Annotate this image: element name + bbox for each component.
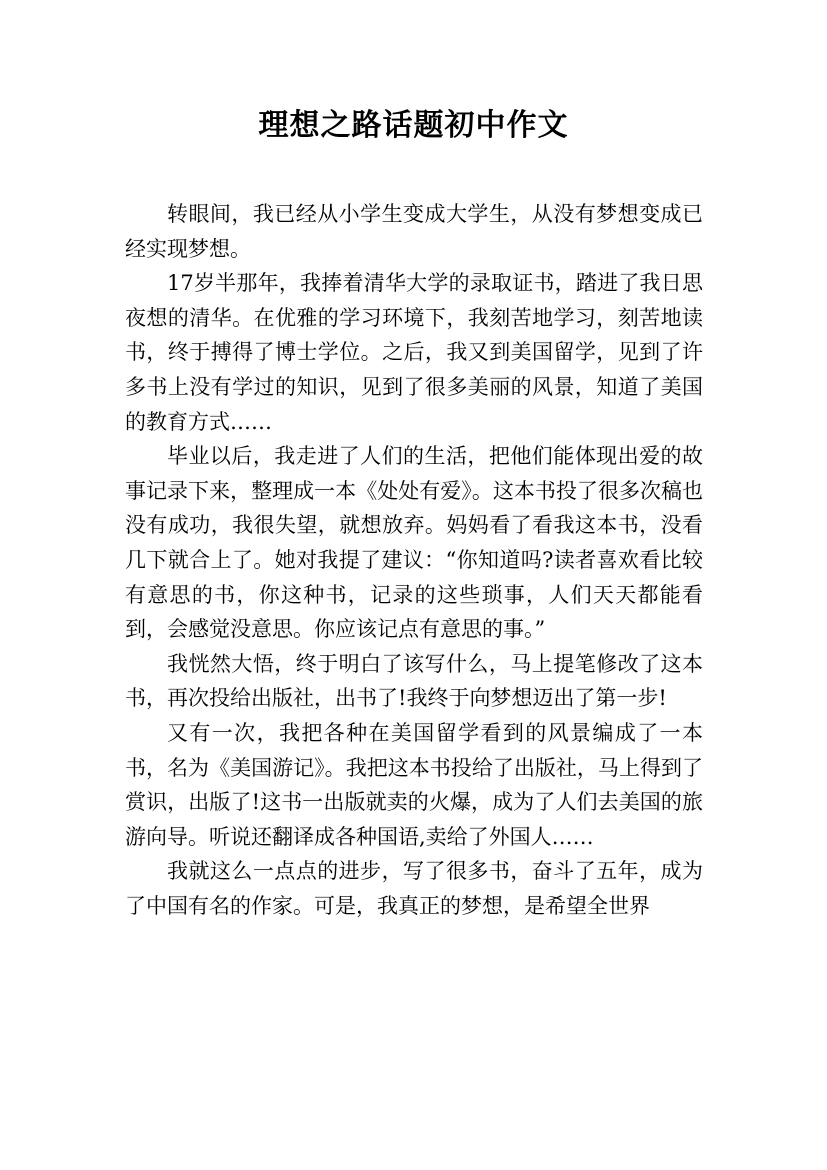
paragraph-1: 转眼间，我已经从小学生变成大学生，从没有梦想变成已经实现梦想。 — [125, 202, 703, 261]
paragraph-3: 毕业以后，我走进了人们的生活，把他们能体现出爱的故事记录下来，整理成一本《处处有爱》。这本书投了很多次稿也没有成功，我很失望，就想放弃。妈妈看了看我这本书，没看几下就合上了。她对我提了建议：“你知道吗?读者喜欢看比较有意思的书，你这种书，记录的这些琐事，人们天天都能看到，会感觉没意思。你应该记点有意思的事。” — [125, 444, 703, 642]
paragraph-4: 我恍然大悟，终于明白了该写什么，马上提笔修改了这本书，再次投给出版社，出书了!我终于向梦想迈出了第一步! — [125, 651, 703, 711]
paragraph-5: 又有一次，我把各种在美国留学看到的风景编成了一本书，名为《美国游记》。我把这本书投给了出版社，马上得到了赏识，出版了!这书一出版就卖的火爆，成为了人们去美国的旅游向导。听说还翻译成各种国语,卖给了外国人…… — [125, 720, 703, 849]
document-body — [125, 197, 703, 923]
paragraph-2: 17岁半那年，我捧着清华大学的录取证书，踏进了我日思夜想的清华。在优雅的学习环境下，我刻苦地学习，刻苦地读书，终于搏得了博士学位。之后，我又到美国留学，见到了许多书上没有学过的知识，见到了很多美丽的风景，知道了美国的教育方式…… — [125, 271, 703, 434]
document-title: 理想之路话题初中作文 — [258, 108, 569, 143]
paragraph-6: 我就这么一点点的进步，写了很多书，奋斗了五年，成为了中国有名的作家。可是，我真正的梦想，是希望全世界 — [125, 859, 703, 918]
